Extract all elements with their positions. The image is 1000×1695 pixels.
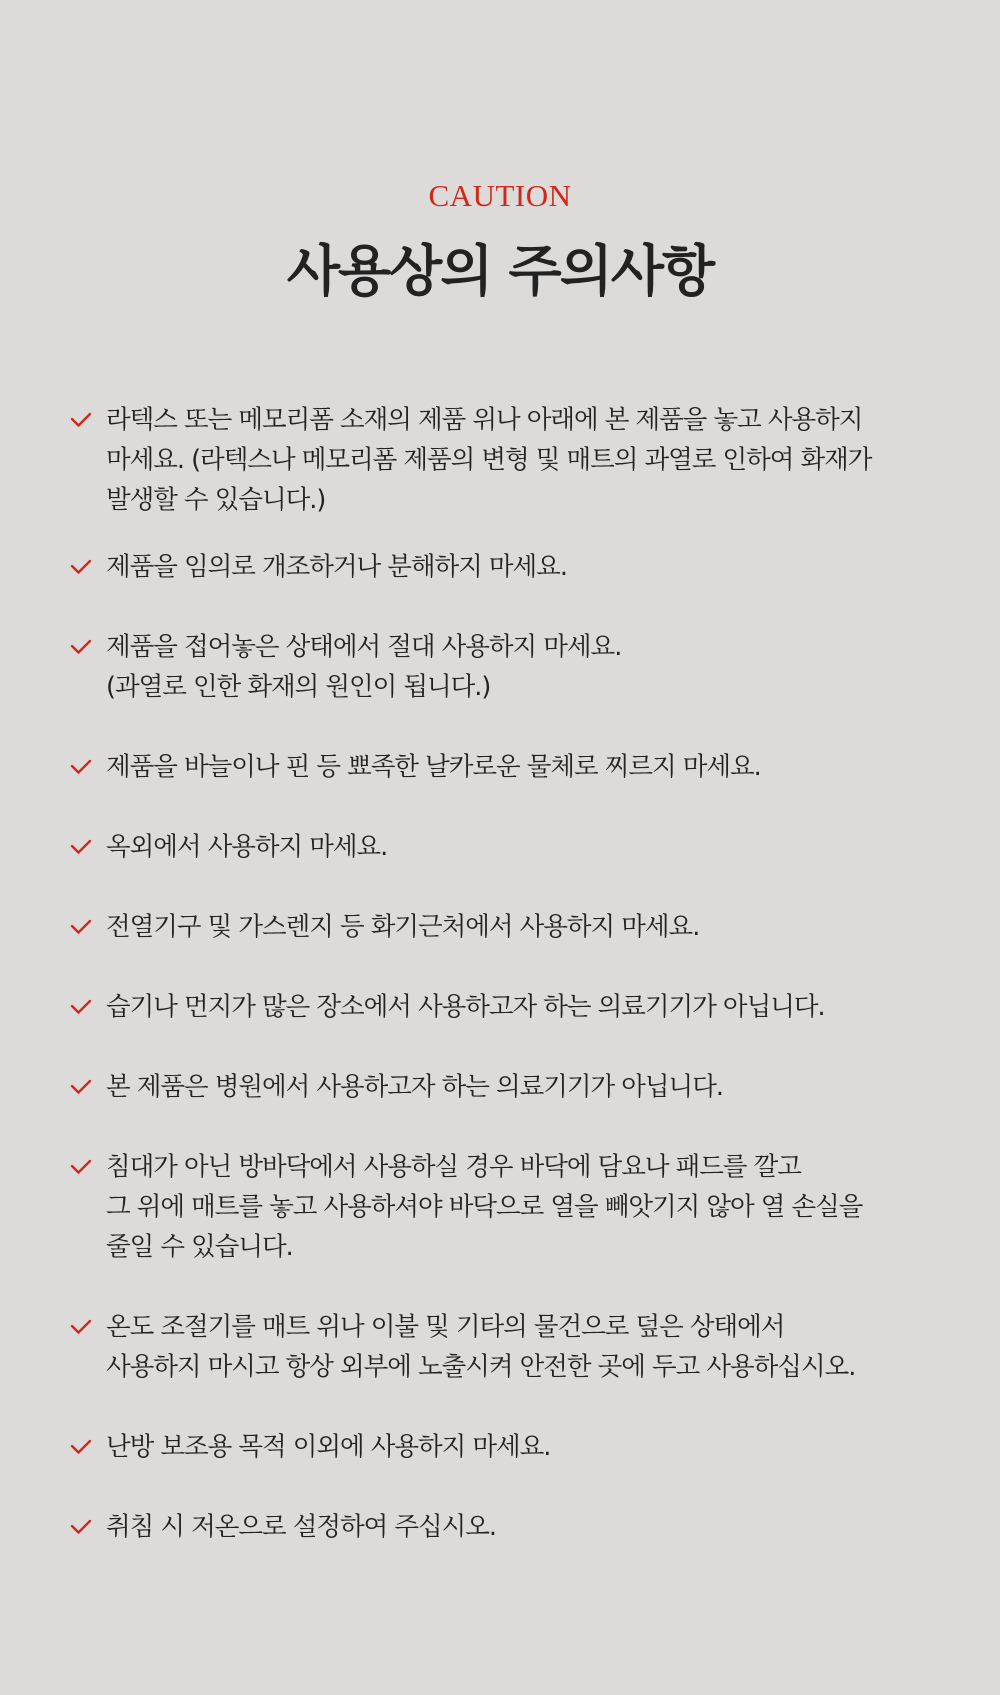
- check-icon: [70, 559, 92, 575]
- check-icon: [70, 999, 92, 1015]
- item-text: 취침 시 저온으로 설정하여 주십시오.: [106, 1512, 497, 1542]
- item-text: 라텍스 또는 메모리폼 소재의 제품 위나 아래에 본 제품을 놓고 사용하지 마세요. (라텍스나 메모리폼 제품의 변형 및 매트의 과열로 인하여 화재가 발생할 수 있습니다.): [106, 405, 872, 515]
- check-icon: [70, 1159, 92, 1175]
- check-icon: [70, 1079, 92, 1095]
- check-icon: [70, 839, 92, 855]
- item-text: 습기나 먼지가 많은 장소에서 사용하고자 하는 의료기기가 아닙니다.: [106, 992, 825, 1022]
- item-text: 제품을 임의로 개조하거나 분해하지 마세요.: [106, 552, 567, 582]
- caution-label: CAUTION: [428, 178, 572, 213]
- check-icon: [70, 1319, 92, 1335]
- item-text: 제품을 접어놓은 상태에서 절대 사용하지 마세요. (과열로 인한 화재의 원인이 됩니다.): [106, 632, 622, 702]
- check-icon: [70, 639, 92, 655]
- check-icon: [70, 412, 92, 428]
- item-text: 옥외에서 사용하지 마세요.: [106, 832, 388, 862]
- page-title: 사용상의 주의사항: [286, 239, 714, 303]
- check-icon: [70, 1439, 92, 1455]
- item-text: 제품을 바늘이나 핀 등 뾰족한 날카로운 물체로 찌르지 마세요.: [106, 752, 761, 782]
- check-icon: [70, 1519, 92, 1535]
- item-text: 온도 조절기를 매트 위나 이불 및 기타의 물건으로 덮은 상태에서 사용하지 마시고 항상 외부에 노출시켜 안전한 곳에 두고 사용하십시오.: [106, 1312, 856, 1382]
- item-text: 본 제품은 병원에서 사용하고자 하는 의료기기가 아닙니다.: [106, 1072, 723, 1102]
- check-icon: [70, 919, 92, 935]
- item-text: 침대가 아닌 방바닥에서 사용하실 경우 바닥에 담요나 패드를 깔고 그 위에 매트를 놓고 사용하셔야 바닥으로 열을 빼앗기지 않아 열 손실을 줄일 수 있습니다.: [106, 1152, 863, 1262]
- item-text: 난방 보조용 목적 이외에 사용하지 마세요.: [106, 1432, 551, 1462]
- item-text: 전열기구 및 가스렌지 등 화기근처에서 사용하지 마세요.: [106, 912, 700, 942]
- check-icon: [70, 759, 92, 775]
